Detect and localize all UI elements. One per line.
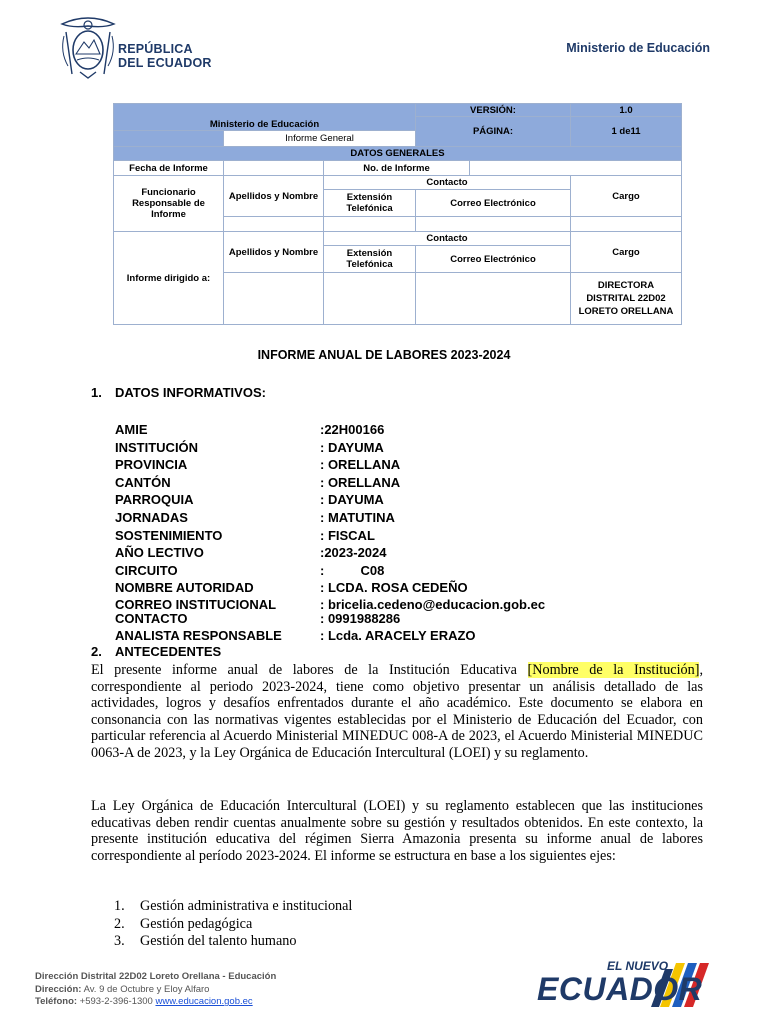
addressee-names-header: Apellidos y Nombre	[224, 232, 324, 273]
report-number-label: No. de Informe	[324, 161, 470, 176]
version-label: VERSIÓN:	[416, 104, 571, 117]
list-item: 1. Gestión administrativa e institucional	[114, 898, 353, 914]
official-contact-header: Contacto	[324, 176, 571, 190]
axes-list	[114, 898, 352, 951]
official-phone-header: Extensión Telefónica	[324, 190, 416, 217]
general-data-table	[113, 103, 682, 325]
addressed-to-label: Informe dirigido a:	[114, 232, 224, 325]
table-ministry: Ministerio de Educación	[114, 104, 416, 131]
coat-of-arms-icon	[58, 14, 118, 82]
addressee-email-header: Correo Electrónico	[416, 246, 571, 273]
page-value: 1 de11	[571, 117, 682, 147]
background-paragraph-2: La Ley Orgánica de Educación Intercultural (LOEI) y su reglamento establecen que las instituciones educativas deben rendir cuentas anualmente sobre su gestión y resultados obtenidos. En este contexto, la presente institución educativa del régimen Sierra Amazonia presenta su informe anual de labores correspondiente al período 2023-2024. El informe se estructura en base a los siguientes ejes:	[91, 798, 703, 864]
website-link[interactable]: www.educacion.gob.ec	[155, 996, 253, 1008]
document-title: INFORME ANUAL DE LABORES 2023-2024	[257, 348, 511, 362]
section-1-heading: 1. DATOS INFORMATIVOS:	[91, 385, 266, 400]
addressee-phone-header: Extensión Telefónica	[324, 246, 416, 273]
list-item: 2. Gestión pedagógica	[114, 915, 253, 932]
official-email-header: Correo Electrónico	[416, 190, 571, 217]
footer-district: Dirección Distrital 22D02 Loreto Orellana - Educación	[35, 971, 277, 982]
footer-contact	[35, 971, 276, 1009]
republic-name: REPÚBLICA DEL ECUADOR	[118, 42, 212, 70]
official-position-header: Cargo	[571, 176, 682, 217]
report-date-label: Fecha de Informe	[114, 161, 224, 176]
ministry-name: Ministerio de Educación	[566, 41, 710, 55]
general-data-heading: DATOS GENERALES	[114, 147, 682, 161]
republic-logo	[58, 14, 218, 84]
report-date-value	[224, 161, 324, 176]
institution-name-placeholder: [Nombre de la Institución]	[527, 662, 700, 678]
background-paragraph-1: El presente informe anual de labores de la Institución Educativa [Nombre de la Institución], correspondiente al periodo 2023-2024, tiene como objetivo presentar un análisis detallado de las actividades, logros y desafíos enfrentados durante el año académico. Este documento se elabora en consonancia con las normativas vigentes establecidas por el Ministerio de Educación del Ecuador, con particular referencia al Acuerdo Ministerial MINEDUC 008-A de 2023, el Acuerdo Ministerial MINEDUC 0063-A de 2023, y la Ley Orgánica de Educación Intercultural (LOEI) y su reglamento.	[91, 662, 703, 761]
footer-phone: Teléfono: +593-2-396-1300 www.educacion.gob.ec	[35, 996, 253, 1008]
version-value: 1.0	[571, 104, 682, 117]
report-type: Informe General	[224, 131, 416, 147]
addressee-position-header: Cargo	[571, 232, 682, 273]
report-number-value	[470, 161, 682, 176]
official-names-header: Apellidos y Nombre	[224, 176, 324, 217]
section-2-heading: 2. ANTECEDENTES	[91, 644, 222, 659]
addressee-contact-header: Contacto	[324, 232, 571, 246]
list-item: 3. Gestión del talento humano	[114, 933, 297, 949]
footer-address: Dirección: Av. 9 de Octubre y Eloy Alfaro	[35, 983, 210, 995]
official-label: Funcionario Responsable de Informe	[114, 176, 224, 232]
page-label: PÁGINA:	[416, 117, 571, 147]
el-nuevo-ecuador-logo: EL NUEVO ECUADOR	[535, 957, 715, 1015]
addressee-position-value: DIRECTORA DISTRITAL 22D02 LORETO ORELLANA	[571, 273, 682, 325]
